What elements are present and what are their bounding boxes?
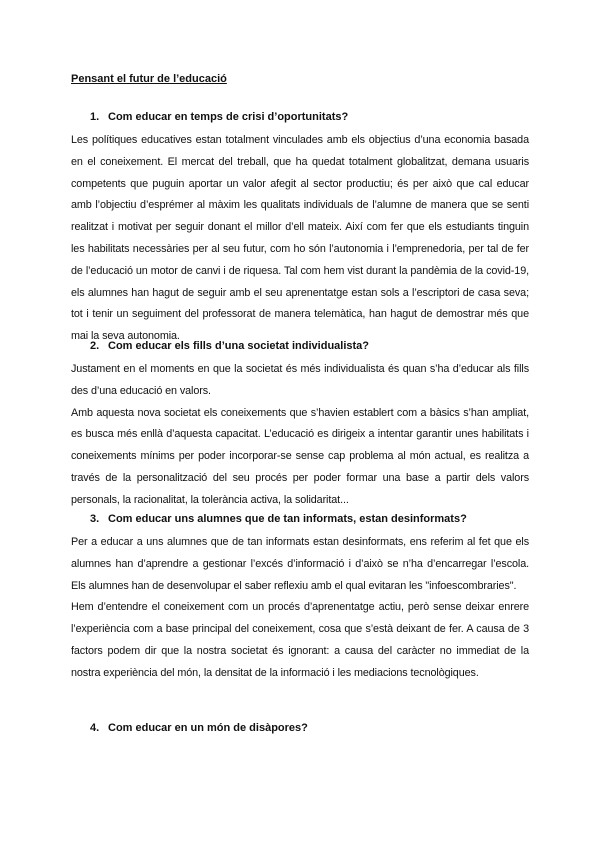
section-number: 2.	[90, 340, 100, 352]
section-heading	[71, 512, 529, 526]
section-heading-text: Com educar en un món de disàpores?	[108, 722, 308, 734]
paragraph: Amb aquesta nova societat els coneixements que s’havien establert com a bàsics s’han ampliat, es busca més enllà d’aquesta capacitat. L’educació es dirigeix a intentar garantir unes habilitats i coneixements mínims per poder incorporar-se sense cap problema al món actual, es realitza a través de la personalització del seu procés per poder formar una base a partir dels valors personals, la racionalitat, la tolerància activa, la solidaritat...	[71, 406, 529, 506]
section-number: 4.	[90, 722, 100, 734]
section-4	[71, 721, 529, 741]
paragraph: Justament en el moments en que la societat és més individualista és quan s’ha d’educar als fills des d’una educació en valors.	[71, 363, 529, 397]
section-heading-text: Com educar uns alumnes que de tan informats, estan desinformats?	[108, 513, 467, 525]
section-number: 1.	[90, 111, 100, 123]
section-heading	[71, 110, 529, 124]
paragraph: Per a educar a uns alumnes que de tan informats estan desinformats, ens referim al fet que els alumnes han d’aprendre a gestionar l’excés d’informació i d’això se n’ha d’encarregar l’escola. Els alumnes han de desenvolupar el saber reflexiu amb el qual evitaran les "infoescombraries".	[71, 536, 529, 592]
section-2	[71, 339, 529, 512]
section-heading	[71, 339, 529, 353]
section-heading	[71, 721, 529, 735]
section-heading-text: Com educar en temps de crisi d’oportunitats?	[108, 111, 349, 123]
section-heading-text: Com educar els fills d’una societat individualista?	[108, 340, 370, 352]
section-1	[71, 110, 529, 348]
document-title: Pensant el futur de l’educació	[71, 73, 227, 85]
section-3	[71, 512, 529, 685]
paragraph: Les polítiques educatives estan totalment vinculades amb els objectius d’una economia basada en el coneixement. El mercat del treball, que ha quedat totalment globalitzat, demana usuaris competents que puguin aportar un valor afegit al sector productiu; és per això que cal educar amb l’objectiu d’esprémer al màxim les qualitats individuals de l’alumne de manera que se senti realitzat i motivat per seguir donant el millor d’ell mateix. Així com fer que els estudiants tinguin les habilitats necessàries per al seu futur, com ho són l’autonomia i l’emprenedoria, per tal de fer de l’educació un motor de canvi i de riquesa. Tal com hem vist durant la pandèmia de la covid-19, els alumnes han hagut de seguir amb el seu aprenentatge estan sols a l’escriptori de casa seva; tot i tenir un seguiment del professorat de manera telemàtica, han hagut de demostrar més que mai la seva autonomia.	[71, 134, 529, 343]
section-number: 3.	[90, 513, 100, 525]
paragraph: Hem d’entendre el coneixement com un procés d’aprenentatge actiu, però sense deixar enrere l’experiència com a base principal del coneixement, cosa que s’està deixant de fer. A causa de 3 factors podem dir que la nostra societat és ignorant: a causa del caràcter no immediat de la nostra experiència del món, la densitat de la informació i les mediacions tecnològiques.	[71, 601, 529, 679]
